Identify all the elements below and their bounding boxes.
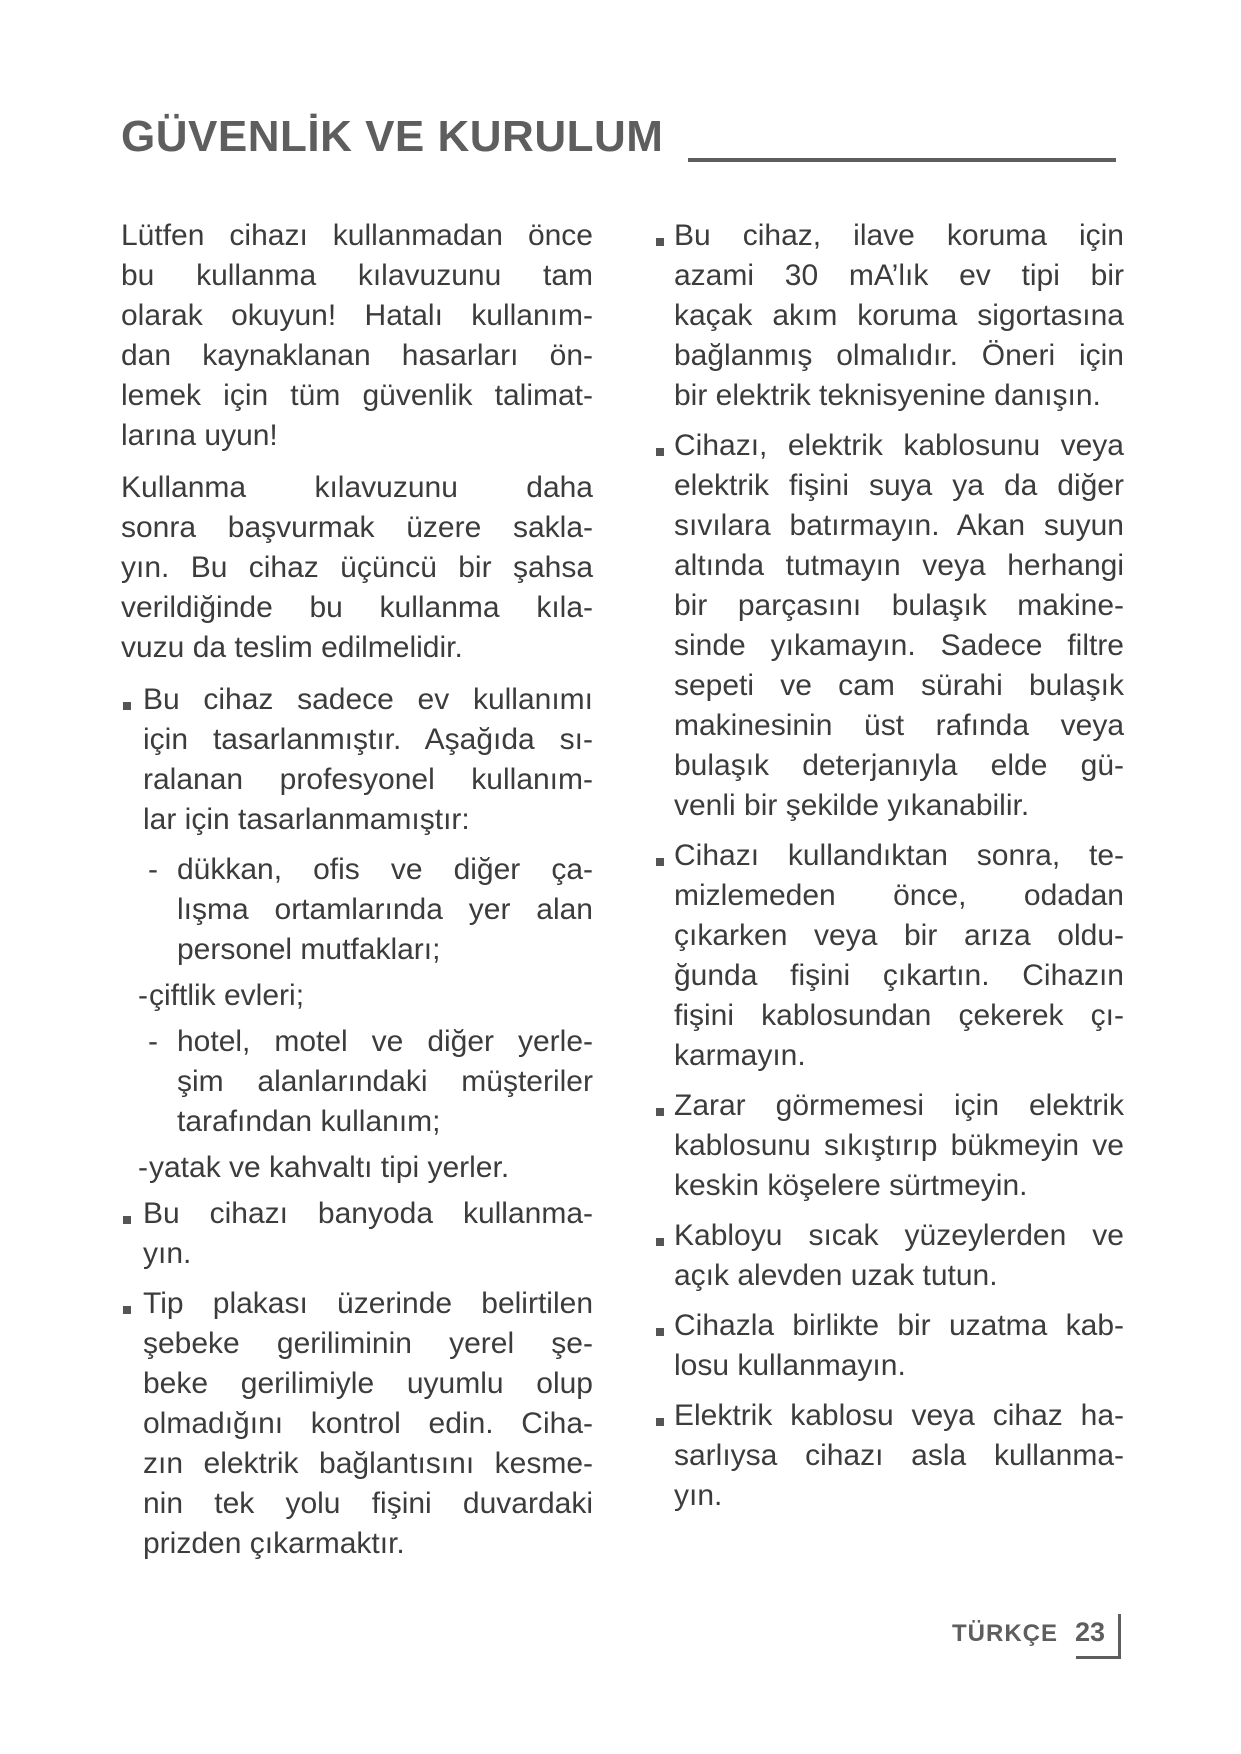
text-line: lemek için tüm güvenlik talimat-: [121, 379, 593, 412]
text-line: ralanan profesyonel kullanım-: [143, 763, 593, 796]
text-line: keskin köşelere sürtmeyin.: [674, 1169, 1028, 1202]
bullet-item: [654, 1396, 1146, 1516]
text-line: sepeti ve cam sürahi bulaşık: [674, 669, 1124, 702]
bullet-square-icon: [656, 1238, 664, 1246]
paragraph: [121, 216, 593, 456]
text-line: altında tutmayın veya herhangi: [674, 549, 1124, 582]
title-rule: [688, 158, 1116, 162]
text-line: larına uyun!: [121, 419, 278, 452]
dash-marker: -: [148, 853, 158, 886]
text-line: Kullanma kılavuzunu daha: [121, 471, 593, 504]
bullet-item: [654, 1216, 1146, 1296]
text-line: yın. Bu cihaz üçüncü bir şahsa: [121, 551, 593, 584]
text-line: nin tek yolu fişini duvardaki: [143, 1487, 593, 1520]
text-line: için tasarlanmıştır. Aşağıda sı-: [143, 723, 593, 756]
text-line: bir parçasını bulaşık makine-: [674, 589, 1124, 622]
page-corner-mark: [1118, 1614, 1121, 1659]
bullet-item: [654, 836, 1146, 1076]
text-line: Bu cihazı banyoda kullanma-: [143, 1197, 593, 1230]
text-line: Bu cihaz sadece ev kullanımı: [143, 683, 593, 716]
dash-marker: -: [138, 979, 148, 1012]
text-line: yın.: [143, 1237, 192, 1270]
text-line: dan kaynaklanan hasarları ön-: [121, 339, 593, 372]
text-line: sinde yıkamayın. Sadece filtre: [674, 629, 1124, 662]
text-line: sonra başvurmak üzere sakla-: [121, 511, 593, 544]
bullet-item: [654, 1306, 1146, 1386]
bullet-square-icon: [656, 238, 664, 246]
text-line: personel mutfakları;: [177, 933, 441, 966]
page-corner-mark: [1076, 1656, 1121, 1659]
bullet-square-icon: [656, 1328, 664, 1336]
text-line: yın.: [674, 1479, 723, 1512]
bullet-item: [654, 1086, 1146, 1206]
dash-marker: -: [138, 1151, 148, 1184]
text-line: sarlıysa cihazı asla kullanma-: [674, 1439, 1124, 1472]
text-line: olarak okuyun! Hatalı kullanım-: [121, 299, 593, 332]
bullet-square-icon: [656, 858, 664, 866]
text-line: losu kullanmayın.: [674, 1349, 906, 1382]
text-line: yatak ve kahvaltı tipi yerler.: [149, 1151, 510, 1184]
text-line: bağlanmış olmalıdır. Öneri için: [674, 339, 1124, 372]
dash-marker: -: [148, 1025, 158, 1058]
text-line: Tip plakası üzerinde belirtilen: [143, 1287, 593, 1320]
text-line: tarafından kullanım;: [177, 1105, 441, 1138]
bullet-square-icon: [123, 1306, 131, 1314]
text-line: Cihazı kullandıktan sonra, te-: [674, 839, 1124, 872]
text-line: lar için tasarlanmamıştır:: [143, 803, 470, 836]
text-line: venli bir şekilde yıkanabilir.: [674, 789, 1030, 822]
text-line: Cihazı, elektrik kablosunu veya: [674, 429, 1124, 462]
text-line: Zarar görmemesi için elektrik: [674, 1089, 1124, 1122]
bullet-square-icon: [656, 1108, 664, 1116]
text-line: makinesinin üst rafında veya: [674, 709, 1124, 742]
page-title: GÜVENLİK VE KURULUM: [121, 112, 664, 161]
text-line: hotel, motel ve diğer yerle-: [177, 1025, 593, 1058]
text-line: olmadığını kontrol edin. Ciha-: [143, 1407, 593, 1440]
text-line: sıvılara batırmayın. Akan suyun: [674, 509, 1124, 542]
bullet-square-icon: [123, 702, 131, 710]
sub-list-item: [121, 976, 593, 1016]
bullet-square-icon: [656, 1418, 664, 1426]
text-line: ğunda fişini çıkartın. Cihazın: [674, 959, 1124, 992]
text-line: Cihazla birlikte bir uzatma kab-: [674, 1309, 1124, 1342]
left-column: [121, 216, 593, 1574]
bullet-item: [654, 216, 1146, 416]
text-line: vuzu da teslim edilmelidir.: [121, 631, 463, 664]
right-column: [654, 216, 1146, 1526]
bullet-item: [121, 1194, 593, 1274]
sub-list-item: [121, 1148, 593, 1188]
text-line: şebeke geriliminin yerel şe-: [143, 1327, 593, 1360]
text-line: Bu cihaz, ilave koruma için: [674, 219, 1124, 252]
text-line: fişini kablosundan çekerek çı-: [674, 999, 1124, 1032]
text-line: dükkan, ofis ve diğer ça-: [177, 853, 593, 886]
text-line: bu kullanma kılavuzunu tam: [121, 259, 593, 292]
text-line: verildiğinde bu kullanma kıla-: [121, 591, 593, 624]
text-line: açık alevden uzak tutun.: [674, 1259, 998, 1292]
text-line: prizden çıkarmaktır.: [143, 1527, 405, 1560]
text-line: lışma ortamlarında yer alan: [177, 893, 593, 926]
text-line: çiftlik evleri;: [149, 979, 305, 1012]
footer-language: TÜRKÇE: [952, 1620, 1058, 1647]
text-line: şim alanlarındaki müşteriler: [177, 1065, 593, 1098]
sub-list-item: [121, 1022, 593, 1142]
sub-list-item: [121, 850, 593, 970]
text-line: karmayın.: [674, 1039, 806, 1072]
text-line: çıkarken veya bir arıza oldu-: [674, 919, 1124, 952]
text-line: kablosunu sıkıştırıp bükmeyin ve: [674, 1129, 1124, 1162]
text-line: elektrik fişini suya ya da diğer: [674, 469, 1124, 502]
text-line: Elektrik kablosu veya cihaz ha-: [674, 1399, 1124, 1432]
text-line: bir elektrik teknisyenine danışın.: [674, 379, 1101, 412]
bullet-square-icon: [123, 1216, 131, 1224]
text-line: bulaşık deterjanıyla elde gü-: [674, 749, 1124, 782]
text-line: mizlemeden önce, odadan: [674, 879, 1124, 912]
text-line: zın elektrik bağlantısını kesme-: [143, 1447, 593, 1480]
paragraph: [121, 468, 593, 668]
text-line: Kabloyu sıcak yüzeylerden ve: [674, 1219, 1124, 1252]
bullet-square-icon: [656, 448, 664, 456]
text-line: Lütfen cihazı kullanmadan önce: [121, 219, 593, 252]
page-number: 23: [1075, 1617, 1106, 1647]
text-line: beke gerilimiyle uyumlu olup: [143, 1367, 593, 1400]
bullet-item: [121, 680, 593, 840]
bullet-item: [121, 1284, 593, 1564]
text-line: kaçak akım koruma sigortasına: [674, 299, 1124, 332]
text-line: azami 30 mA’lık ev tipi bir: [674, 259, 1124, 292]
bullet-item: [654, 426, 1146, 826]
